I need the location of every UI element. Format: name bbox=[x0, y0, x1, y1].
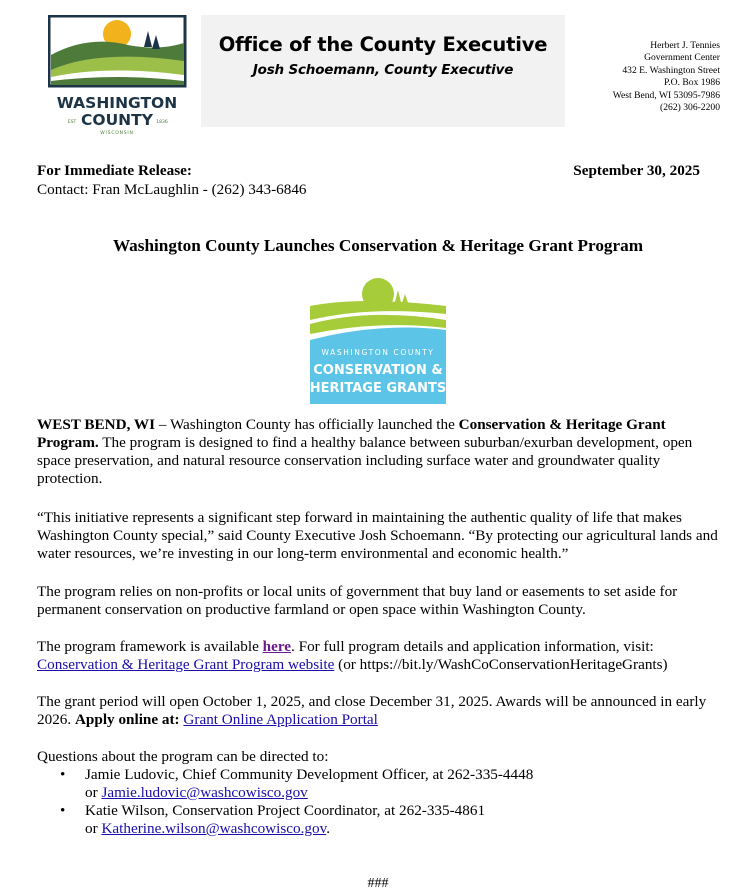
contact-list bbox=[37, 766, 722, 838]
release-label: For Immediate Release: bbox=[37, 162, 192, 179]
application-portal-link[interactable]: Grant Online Application Portal bbox=[183, 711, 378, 728]
short-url-text: (or https://bit.ly/WashCoConservationHeritageGrants) bbox=[334, 656, 668, 673]
framework-paragraph bbox=[37, 638, 722, 674]
contact-list-item bbox=[37, 802, 722, 838]
contact-email-link[interactable]: Katherine.wilson@washcowisco.gov bbox=[101, 820, 327, 837]
address-line: (262) 306-2200 bbox=[660, 102, 720, 114]
address-line: 432 E. Washington Street bbox=[622, 64, 720, 76]
intro-paragraph bbox=[37, 416, 722, 488]
apply-online-label: Apply online at: bbox=[74, 711, 180, 728]
questions-paragraph bbox=[37, 748, 722, 838]
release-date: September 30, 2025 bbox=[573, 162, 700, 179]
contact-email-line bbox=[85, 820, 722, 838]
address-line: Herbert J. Tennies bbox=[650, 40, 720, 51]
address-line: West Bend, WI 53095-7986 bbox=[612, 89, 720, 101]
grant-logo-heritage-text: HERITAGE GRANTS bbox=[310, 381, 446, 396]
framework-here-link[interactable]: here bbox=[262, 638, 292, 655]
contact-description: • Jamie Ludovic, Chief Community Development Officer, at 262-335-4448 bbox=[85, 766, 534, 783]
logo-washington-text: WASHINGTON bbox=[56, 94, 178, 112]
press-release-headline: Washington County Launches Conservation & Heritage Grant Program bbox=[112, 236, 644, 255]
contact-list-item bbox=[37, 766, 722, 802]
logo-est-text: EST bbox=[67, 120, 77, 125]
program-description-paragraph: The program relies on non-profits or local units of government that buy land or easements to set aside for permanent conservation on productive farmland or open space within Washington County. bbox=[37, 583, 678, 618]
address-line: P.O. Box 1986 bbox=[664, 77, 720, 89]
intro-text: – Washington County has officially launched the bbox=[155, 416, 459, 433]
grant-logo-county-text: WASHINGTON COUNTY bbox=[321, 348, 435, 357]
address-line: Government Center bbox=[644, 52, 720, 64]
logo-county-text: COUNTY bbox=[81, 111, 153, 129]
intro-text-rest: The program is designed to find a healthy balance between suburban/exurban development, open space preservation, and natural resource conservation including surface water and groundwater quality protection. bbox=[37, 434, 693, 487]
grant-logo-emblem bbox=[310, 276, 446, 404]
trailing-text: . bbox=[326, 820, 330, 837]
office-subtitle: Josh Schoemann, County Executive bbox=[252, 62, 514, 78]
contact-email-line bbox=[85, 784, 722, 802]
end-mark: ### bbox=[367, 876, 389, 891]
or-text: or bbox=[85, 784, 102, 801]
grant-period-paragraph bbox=[37, 693, 722, 729]
or-text: or bbox=[85, 820, 102, 837]
washington-county-logo bbox=[48, 15, 188, 137]
program-name: Conservation & Heritage Grant Program. bbox=[37, 416, 666, 451]
county-landscape-emblem bbox=[48, 15, 188, 137]
contact-email-link[interactable]: Jamie.ludovic@washcowisco.gov bbox=[101, 784, 308, 801]
grant-period-text: The grant period will open October 1, 2025, and close December 31, 2025. Awards will be announced in early 2026. bbox=[37, 693, 707, 728]
framework-text-2: . For full program details and application information, visit: bbox=[291, 638, 654, 655]
grant-logo-conservation-text: CONSERVATION & bbox=[313, 363, 443, 378]
quote-paragraph: “This initiative represents a significant step forward in maintaining the authentic quality of life that makes Washington County special,” said County Executive Josh Schoemann. “By protecting our agricultural lands and water resources, we’re investing in our long-term environmental and economic health.” bbox=[37, 509, 718, 562]
office-address bbox=[613, 40, 720, 114]
office-title: Office of the County Executive bbox=[218, 33, 548, 56]
grant-program-logo bbox=[310, 276, 446, 404]
program-website-link[interactable]: Conservation & Heritage Grant Program website bbox=[37, 656, 335, 673]
logo-year-text: 1836 bbox=[156, 120, 168, 125]
contact-description: • Katie Wilson, Conservation Project Coordinator, at 262-335-4861 bbox=[85, 802, 486, 819]
framework-text: The program framework is available bbox=[37, 638, 263, 655]
logo-state-text: WISCONSIN bbox=[100, 131, 134, 136]
dateline: WEST BEND, WI bbox=[37, 416, 156, 433]
press-contact: Contact: Fran McLaughlin - (262) 343-6846 bbox=[37, 181, 307, 198]
questions-intro: Questions about the program can be directed to: bbox=[37, 748, 329, 765]
